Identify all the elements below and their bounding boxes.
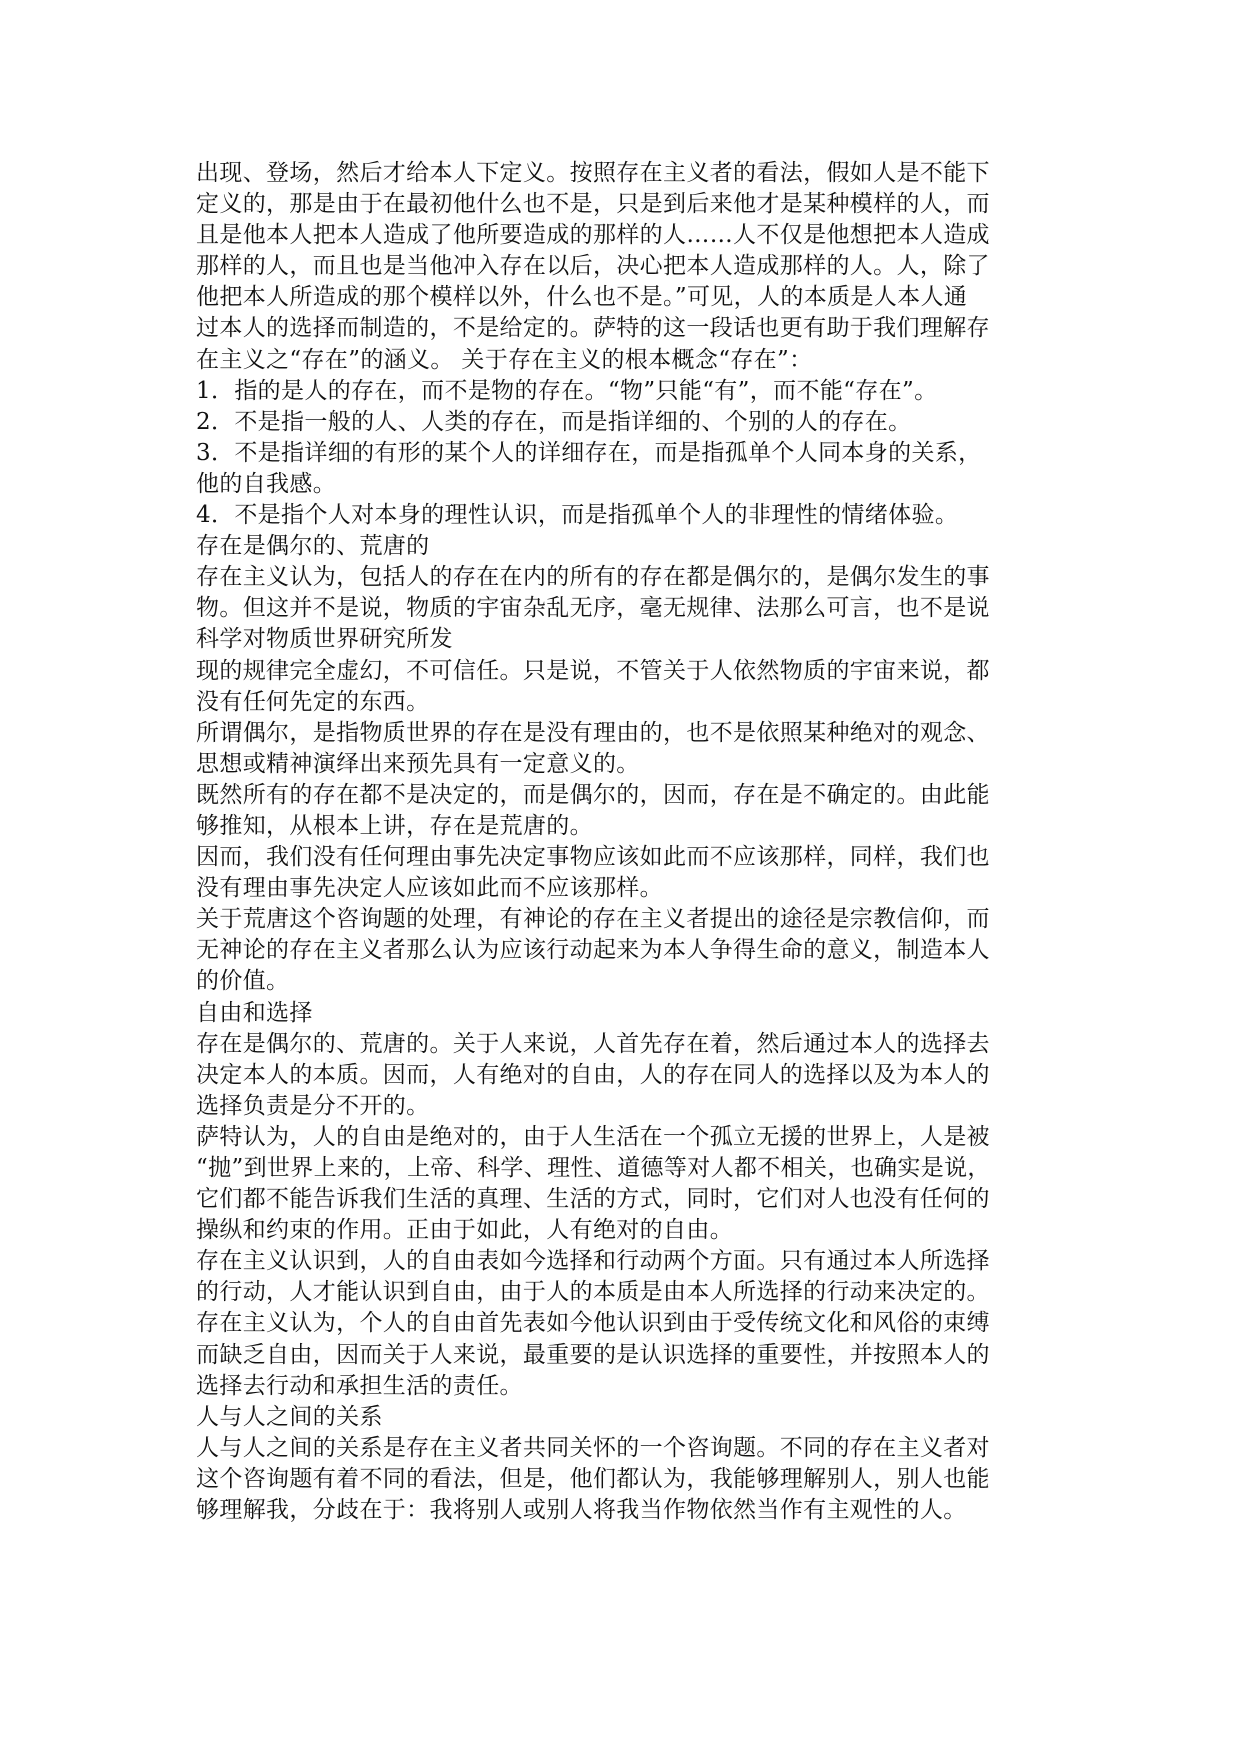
text-line: 存在主义认为，包括人的存在在内的所有的存在都是偶尔的，是偶尔发生的事 xyxy=(196,564,990,591)
text-line: “抛”到世界上来的，上帝、科学、理性、道德等对人都不相关，也确实是说， xyxy=(196,1155,991,1181)
text-line: 存在主义认识到，人的自由表如今选择和行动两个方面。只有通过本人所选择 xyxy=(196,1248,990,1275)
text-line: 定义的，那是由于在最初他什么也不是，只是到后来他才是某种模样的人，而 xyxy=(196,191,990,218)
text-line: 没有理由事先决定人应该如此而不应该那样。 xyxy=(196,875,663,902)
text-line: 没有任何先定的东西。 xyxy=(196,688,430,715)
section-heading: 自由和选择 xyxy=(196,999,313,1026)
text-line: 操纵和约束的作用。正由于如此，人有绝对的自由。 xyxy=(196,1217,734,1244)
text-line: 所谓偶尔，是指物质世界的存在是没有理由的，也不是依照某种绝对的观念、 xyxy=(196,719,990,746)
text-line: 人与人之间的关系是存在主义者共同关怀的一个咨询题。不同的存在主义者对 xyxy=(196,1434,990,1461)
text-line: 思想或精神演绎出来预先具有一定意义的。 xyxy=(196,750,640,777)
text-line: 的价值。 xyxy=(196,968,290,995)
section-heading: 人与人之间的关系 xyxy=(196,1403,383,1430)
text-line: 选择去行动和承担生活的责任。 xyxy=(196,1372,523,1399)
section-heading: 存在是偶尔的、荒唐的 xyxy=(196,533,430,560)
text-line: 的行动，人才能认识到自由，由于人的本质是由本人所选择的行动来决定的。 xyxy=(196,1279,990,1306)
text-line: 现的规律完全虚幻，不可信任。只是说，不管关于人依然物质的宇宙来说，都 xyxy=(196,657,990,684)
document-body xyxy=(196,158,1046,1526)
text-line: 科学对物质世界研究所发 xyxy=(196,626,453,653)
text-line: 够推知，从根本上讲，存在是荒唐的。 xyxy=(196,812,593,839)
list-item-3: 3．不是指详细的有形的某个人的详细存在，而是指孤单个人同本身的关系， xyxy=(196,439,982,466)
text-line: 这个咨询题有着不同的看法，但是，他们都认为，我能够理解别人，别人也能 xyxy=(196,1465,990,1492)
text-line: 它们都不能告诉我们生活的真理、生活的方式，同时，它们对人也没有任何的 xyxy=(196,1186,990,1213)
text-line: 物。但这并不是说，物质的宇宙杂乱无序，毫无规律、法那么可言，也不是说 xyxy=(196,595,990,622)
text-line: 且是他本人把本人造成了他所要造成的那样的人……人不仅是他想把本人造成 xyxy=(196,222,990,249)
text-line: 无神论的存在主义者那么认为应该行动起来为本人争得生命的意义，制造本人 xyxy=(196,937,990,964)
text-line: 决定本人的本质。因而，人有绝对的自由，人的存在同人的选择以及为本人的 xyxy=(196,1061,990,1088)
list-item-4: 4．不是指个人对本身的理性认识，而是指孤单个人的非理性的情绪体验。 xyxy=(196,502,959,529)
text-line: 过本人的选择而制造的，不是给定的。萨特的这一段话也更有助于我们理解存 xyxy=(196,315,990,342)
list-item-2: 2．不是指一般的人、人类的存在，而是指详细的、个别的人的存在。 xyxy=(196,408,912,435)
text-line: 存在是偶尔的、荒唐的。关于人来说，人首先存在着，然后通过本人的选择去 xyxy=(196,1030,990,1057)
text-line: 他把本人所造成的那个模样以外，什么也不是。”可见，人的本质是人本人通 xyxy=(196,284,968,311)
text-line: 关于荒唐这个咨询题的处理，有神论的存在主义者提出的途径是宗教信仰，而 xyxy=(196,906,990,933)
text-line: 在主义之“存在”的涵义。 关于存在主义的根本概念“存在”： xyxy=(196,346,813,373)
text-line: 那样的人，而且也是当他冲入存在以后，决心把本人造成那样的人。人，除了 xyxy=(196,253,990,280)
text-line: 而缺乏自由，因而关于人来说，最重要的是认识选择的重要性，并按照本人的 xyxy=(196,1341,990,1368)
text-line: 存在主义认为，个人的自由首先表如今他认识到由于受传统文化和风俗的束缚 xyxy=(196,1310,990,1337)
text-line: 萨特认为，人的自由是绝对的，由于人生活在一个孤立无援的世界上，人是被 xyxy=(196,1123,990,1150)
text-line: 出现、登场，然后才给本人下定义。按照存在主义者的看法，假如人是不能下 xyxy=(196,160,990,186)
text-line: 选择负责是分不开的。 xyxy=(196,1092,430,1119)
list-item-3-continued: 他的自我感。 xyxy=(196,470,337,497)
text-line: 既然所有的存在都不是决定的，而是偶尔的，因而，存在是不确定的。由此能 xyxy=(196,781,990,808)
text-line: 因而，我们没有任何理由事先决定事物应该如此而不应该那样，同样，我们也 xyxy=(196,844,990,871)
list-item-1: 1．指的是人的存在，而不是物的存在。“物”只能“有”，而不能“存在”。 xyxy=(196,377,938,404)
text-line: 够理解我，分歧在于：我将别人或别人将我当作物依然当作有主观性的人。 xyxy=(196,1497,967,1524)
